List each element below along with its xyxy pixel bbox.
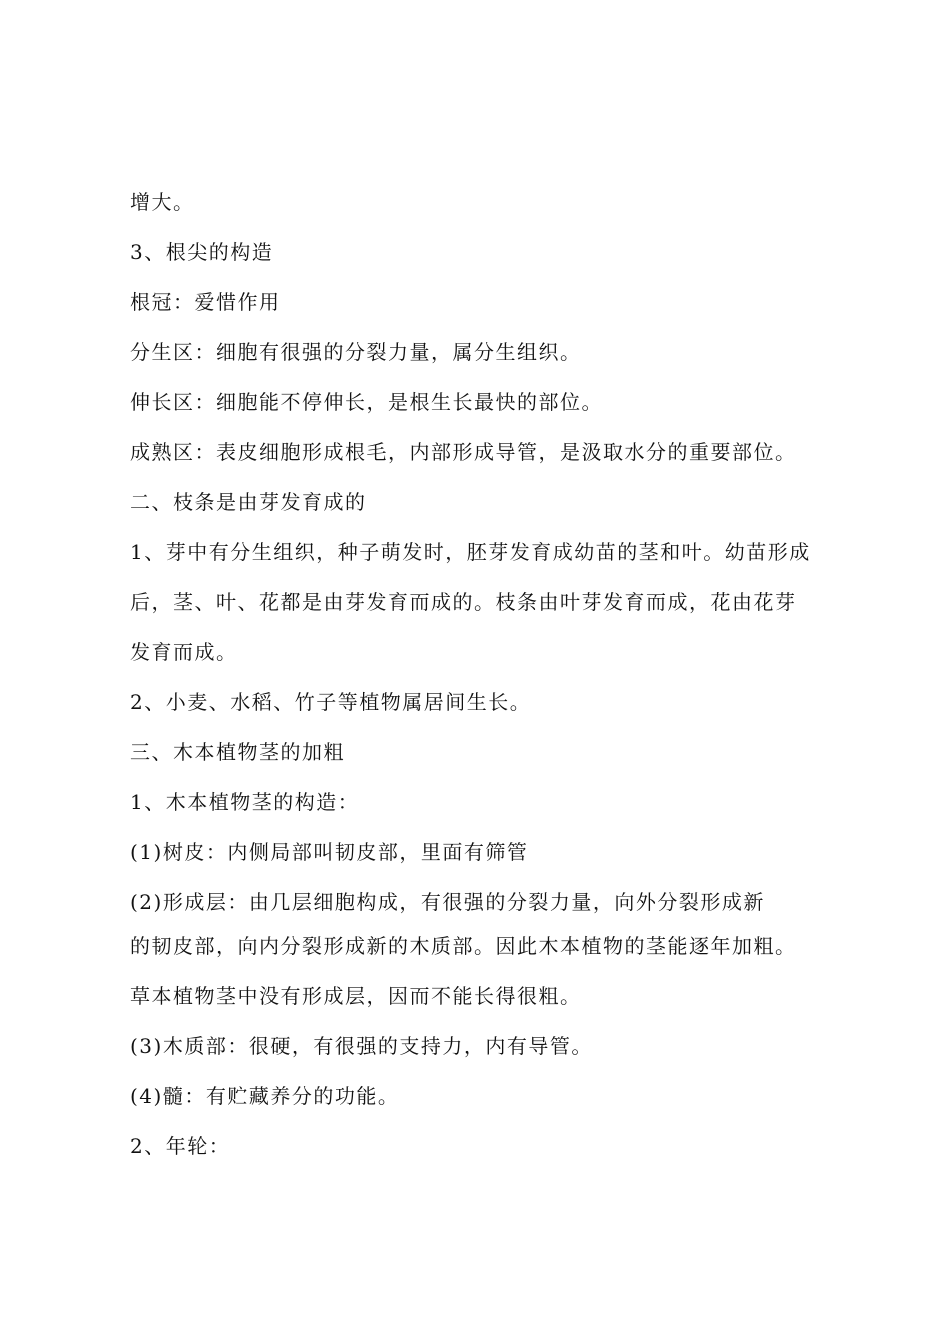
text-line: 2、小麦、水稻、竹子等植物属居间生长。 [130, 690, 532, 714]
text-line: (2)形成层：由几层细胞构成，有很强的分裂力量，向外分裂形成新 [130, 890, 765, 914]
text-line: 增大。 [130, 190, 195, 214]
text-line: 分生区：细胞有很强的分裂力量，属分生组织。 [130, 340, 582, 364]
text-line: (4)髓：有贮藏养分的功能。 [130, 1084, 400, 1108]
text-line: 后，茎、叶、花都是由芽发育而成的。枝条由叶芽发育而成，花由花芽 [130, 590, 797, 614]
text-line: 成熟区：表皮细胞形成根毛，内部形成导管，是汲取水分的重要部位。 [130, 440, 797, 464]
text-line: 的韧皮部，向内分裂形成新的木质部。因此木本植物的茎能逐年加粗。 [130, 934, 797, 958]
section-heading: 2、年轮： [130, 1134, 231, 1158]
section-heading: 3、根尖的构造 [130, 240, 274, 264]
text-line: 伸长区：细胞能不停伸长，是根生长最快的部位。 [130, 390, 603, 414]
text-line: 草本植物茎中没有形成层，因而不能长得很粗。 [130, 984, 582, 1008]
section-heading: 二、枝条是由芽发育成的 [130, 490, 367, 514]
text-line: 1、芽中有分生组织，种子萌发时，胚芽发育成幼苗的茎和叶。幼苗形成 [130, 540, 811, 564]
text-line: 根冠：爱惜作用 [130, 290, 281, 314]
text-line: (3)木质部：很硬，有很强的支持力，内有导管。 [130, 1034, 593, 1058]
text-line: 1、木本植物茎的构造： [130, 790, 360, 814]
text-line: (1)树皮：内侧局部叫韧皮部，里面有筛管 [130, 840, 529, 864]
section-heading: 三、木本植物茎的加粗 [130, 740, 345, 764]
text-line: 发育而成。 [130, 640, 238, 664]
